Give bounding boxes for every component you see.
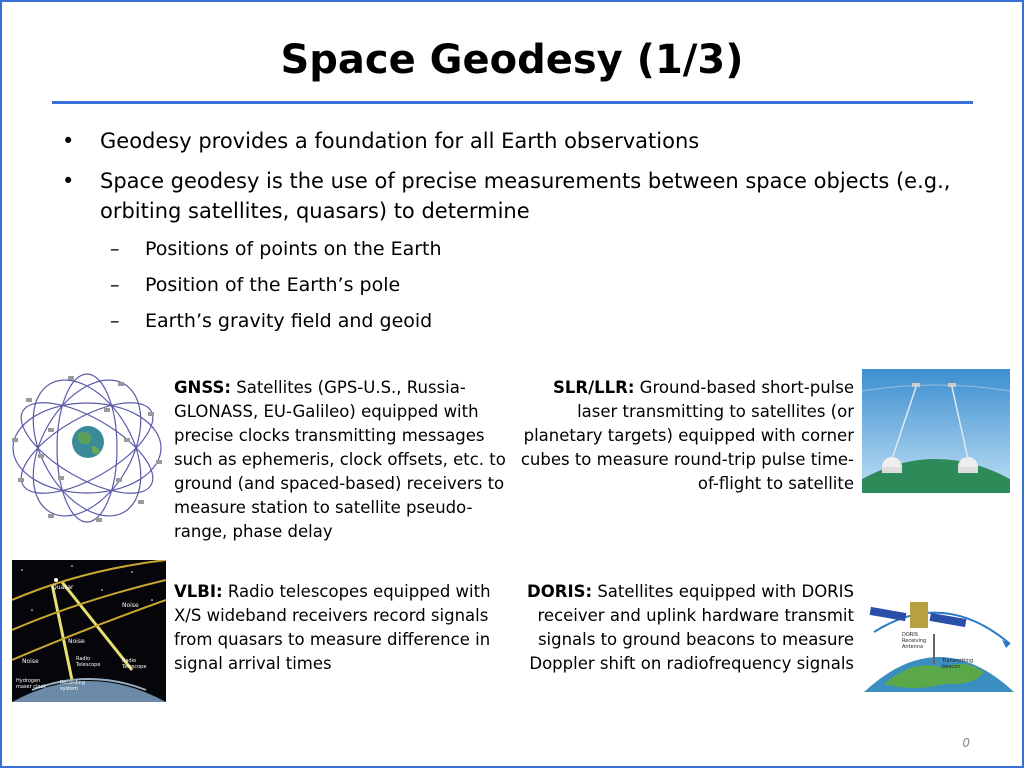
quasar-label: Quasar (52, 584, 74, 591)
hydrogen-maser-label: Hydrogen maser clock (16, 678, 47, 690)
bullet-text: Space geodesy is the use of precise measurements between space objects (e.g., orbiting satellites, quasars) to determine (100, 169, 951, 223)
bullet-list (60, 126, 980, 344)
bullet-item (60, 166, 980, 226)
slide-number: 0 (962, 736, 970, 750)
sub-bullet-item (60, 236, 980, 262)
bullet-mark: • (62, 169, 75, 193)
bullet-item (60, 126, 980, 156)
noise-label: Noise (122, 602, 139, 609)
bullet-text: Geodesy provides a foundation for all Earth observations (100, 129, 700, 153)
slr-laser-image (862, 369, 1010, 493)
slr-text: Ground-based short-pulse laser transmitting to satellites (or planetary targets) equipped with corner cubes to measure round-trip pulse time-of-flight to satellite (520, 378, 854, 493)
sub-bullet-item (60, 308, 980, 334)
sub-bullet-mark: – (110, 274, 120, 296)
noise-label: Noise (68, 638, 85, 645)
gnss-description (174, 376, 519, 544)
sub-bullet-mark: – (110, 310, 120, 332)
vlbi-description (174, 580, 514, 676)
vlbi-label: VLBI: (174, 582, 223, 601)
sub-bullet-text: Earth’s gravity field and geoid (145, 310, 433, 332)
sub-bullet-text: Positions of points on the Earth (145, 238, 442, 260)
noise-label: Noise (22, 658, 39, 665)
gnss-label: GNSS: (174, 378, 231, 397)
gnss-text: Satellites (GPS-U.S., Russia-GLONASS, EU-Galileo) equipped with precise clocks transmitting messages such as ephemeris, clock offsets, etc. to ground (and spaced-based) receivers to measure station to satellite pseudo-range, phase delay (174, 378, 506, 541)
beacon-label: Transmitting beacon (942, 658, 974, 670)
doris-antenna-label: DORIS Receiving Antenna (902, 632, 927, 650)
doris-description (514, 580, 854, 676)
slide-title: Space Geodesy (1/3) (280, 37, 744, 83)
vlbi-text: Radio telescopes equipped with X/S wideband receivers record signals from quasars to measure difference in signal arrival times (174, 582, 491, 673)
title-divider (52, 101, 973, 104)
recording-system-label: Recording system (60, 680, 86, 692)
bullet-mark: • (62, 129, 75, 153)
doris-satellite-image (864, 588, 1014, 692)
radio-telescope-label: Radio Telescope (76, 656, 101, 668)
doris-label: DORIS: (527, 582, 593, 601)
sub-bullet-item (60, 272, 980, 298)
doris-text: Satellites equipped with DORIS receiver and uplink hardware transmit signals to ground beacons to measure Doppler shift on radiofrequency signals (529, 582, 854, 673)
slr-label: SLR/LLR: (552, 378, 635, 397)
slr-description (520, 376, 854, 496)
gnss-constellation-image (8, 368, 166, 528)
vlbi-telescopes-image (12, 560, 166, 702)
sub-bullet-mark: – (110, 238, 120, 260)
sub-bullet-text: Position of the Earth’s pole (145, 274, 401, 296)
radio-telescope-label: Radio Telescope (122, 658, 147, 670)
